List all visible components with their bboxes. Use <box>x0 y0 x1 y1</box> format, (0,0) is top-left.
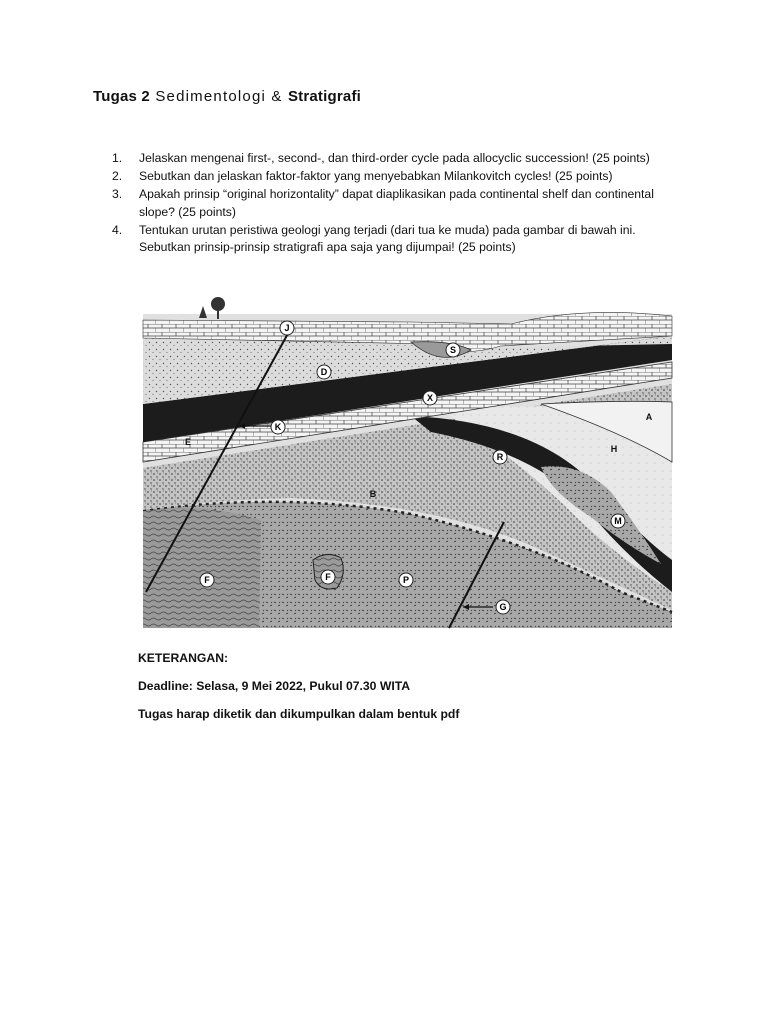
label-k <box>271 420 285 434</box>
svg-text:J: J <box>284 323 290 333</box>
title-part-2: Sedimentologi & <box>149 88 288 105</box>
label-m <box>611 514 625 528</box>
label-a <box>646 412 653 422</box>
page-title <box>93 88 361 105</box>
question-text: Sebutkan dan jelaskan faktor-faktor yang menyebabkan Milankovitch cycles! (25 points) <box>139 169 613 183</box>
label-e <box>185 437 191 447</box>
label-j <box>280 321 294 335</box>
layer-f-schist <box>143 508 261 628</box>
label-h <box>611 444 618 454</box>
instruction-text: Tugas harap diketik dan dikumpulkan dalam bentuk pdf <box>138 707 460 721</box>
question-item <box>112 186 682 221</box>
question-number: 4. <box>112 222 123 237</box>
svg-text:X: X <box>426 393 434 403</box>
question-number: 2. <box>112 169 123 183</box>
title-part-1: Tugas 2 <box>93 88 150 105</box>
cross-section-svg <box>141 292 674 630</box>
question-number: 1. <box>112 151 123 165</box>
question-number: 3. <box>112 187 123 201</box>
svg-text:B: B <box>369 489 377 499</box>
svg-text:G: G <box>499 602 507 612</box>
svg-text:D: D <box>320 367 328 377</box>
svg-text:R: R <box>496 452 504 462</box>
label-s <box>446 343 460 357</box>
question-text: Jelaskan mengenai first-, second-, dan third-order cycle pada allocyclic succession! (25 points) <box>139 151 650 165</box>
deadline-text: Deadline: Selasa, 9 Mei 2022, Pukul 07.30 WITA <box>138 679 411 693</box>
svg-text:F: F <box>325 572 331 582</box>
label-g <box>496 600 510 614</box>
question-list <box>112 150 682 257</box>
question-text: Tentukan urutan peristiwa geologi yang terjadi (dari tua ke muda) pada gambar di bawah ini. Sebutkan prinsip-prinsip stratigrafi apa saja yang dijumpai! (25 points) <box>139 222 636 254</box>
svg-text:F: F <box>204 575 210 585</box>
label-d <box>317 365 331 379</box>
svg-text:S: S <box>449 345 457 355</box>
svg-text:K: K <box>274 422 282 432</box>
svg-text:M: M <box>614 516 622 526</box>
label-b <box>370 489 377 499</box>
label-x <box>423 391 437 405</box>
question-item <box>112 222 682 257</box>
question-item <box>112 168 682 186</box>
title-part-3: Stratigrafi <box>287 88 362 105</box>
label-p <box>399 573 413 587</box>
label-f-left <box>200 573 214 587</box>
question-item <box>112 150 682 168</box>
label-f-inclusion <box>321 570 335 584</box>
svg-text:E: E <box>184 437 192 447</box>
notes-heading: KETERANGAN: <box>138 651 229 665</box>
geologic-cross-section-figure <box>141 292 674 630</box>
label-r <box>493 450 507 464</box>
svg-text:A: A <box>645 412 653 422</box>
question-text: Apakah prinsip “original horizontality” dapat diaplikasikan pada continental shelf dan continental slope? (25 points) <box>139 187 654 219</box>
svg-text:P: P <box>402 575 410 585</box>
svg-text:H: H <box>610 444 618 454</box>
